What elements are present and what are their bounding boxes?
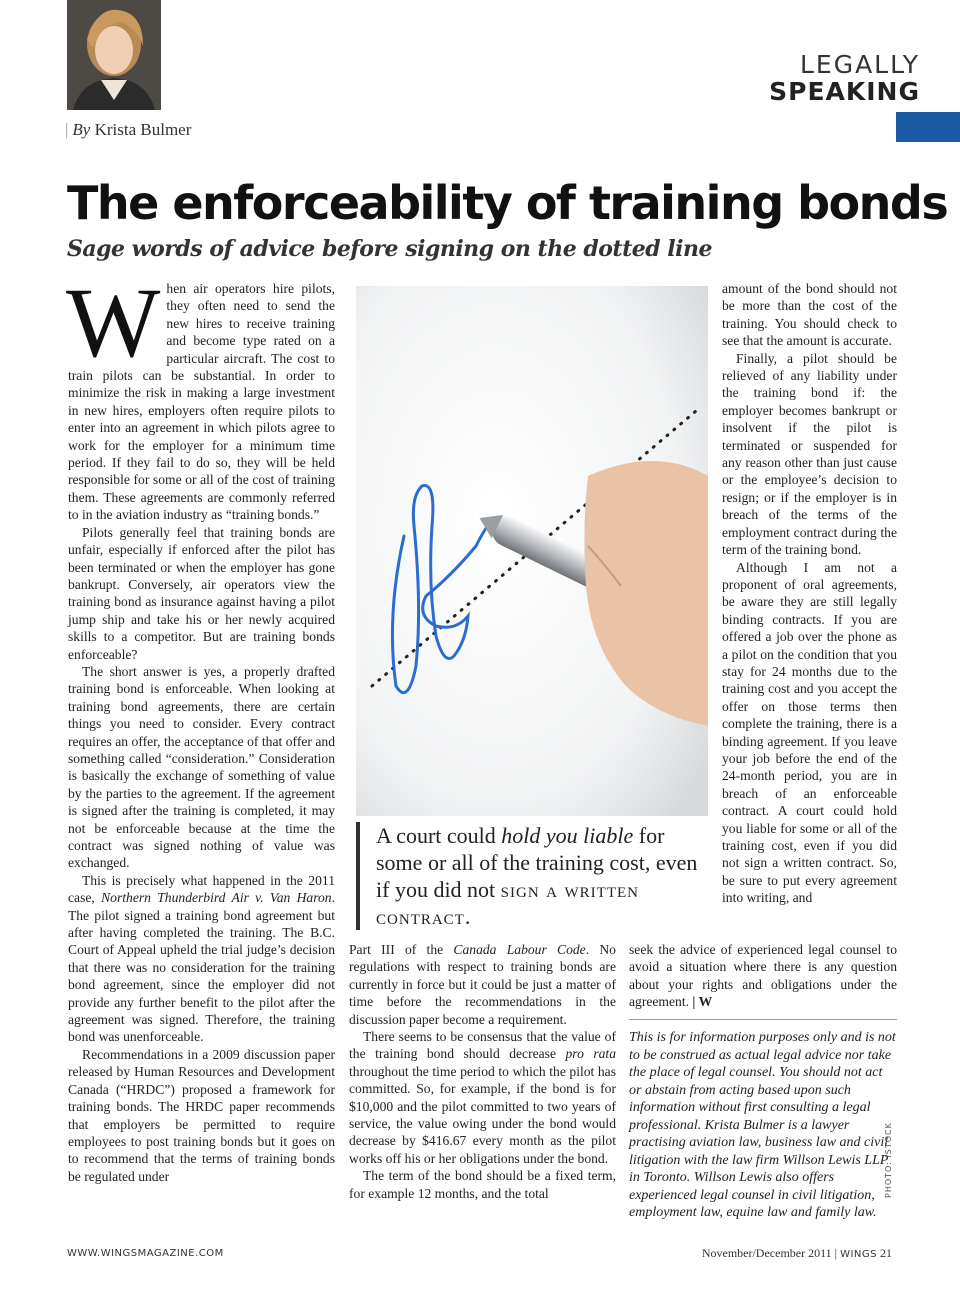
byline-prefix: By bbox=[72, 120, 91, 139]
article-column-2 bbox=[349, 941, 616, 1202]
author-portrait-icon bbox=[67, 0, 161, 110]
deck: Sage words of advice before signing on the dotted line bbox=[67, 236, 712, 262]
photo-credit: PHOTO: ISTOCK bbox=[884, 1122, 893, 1198]
section-tag bbox=[769, 52, 920, 105]
body-paragraph: Pilots generally feel that training bonds are unfair, especially if enforced after the pilot has been terminated or when the employer has gone bankrupt. Conversely, air operators view the training bond as insurance against having a pilot jump ship and take his or her newly acquired skills to a competitor. But are training bonds enforceable? bbox=[68, 524, 335, 662]
byline-author: Krista Bulmer bbox=[94, 120, 192, 139]
article-column-3 bbox=[722, 280, 897, 907]
footer-issue: November/December 2011 bbox=[701, 1246, 832, 1260]
footer-page: 21 bbox=[880, 1246, 892, 1260]
pen-signing-dotted-line-icon bbox=[356, 286, 708, 816]
body-paragraph: The term of the bond should be a fixed term, for example 12 months, and the total bbox=[349, 1168, 616, 1201]
footer-magazine: WINGS bbox=[840, 1249, 877, 1260]
body-paragraph: seek the advice of experienced legal counsel to avoid a situation where there is any question about your rights and obligations under the agreement. | W bbox=[629, 942, 897, 1010]
article-column-3-continued bbox=[629, 941, 897, 1011]
signing-photo bbox=[356, 286, 708, 816]
code-name: Canada Labour Code bbox=[453, 942, 586, 957]
footer-website: WWW.WINGSMAGAZINE.COM bbox=[67, 1248, 224, 1259]
section-tag-line2: SPEAKING bbox=[769, 77, 920, 106]
body-paragraph: There seems to be consensus that the value of the training bond should decrease pro rata throughout the time period to which the pilot has committed. So, for example, if the bond is for $10,000 and the pilot committed to two years of service, the value owing under the bond would decrease by $416.67 every month as the pilot works off his or her obligations under the bond. bbox=[349, 1029, 616, 1166]
body-paragraph: Although I am not a proponent of oral agreements, be aware they are still legally binding contracts. If you are offered a job over the phone as a pilot on the condition that you stay for 24 months due to the training cost and you accept the offer on those terms then complete the training, there is a binding agreement. If you leave your job before the end of the 24-month period, you are in breach of an enforceable contract. A court could hold you liable for some or all of the training cost, even if you did not sign a written contract. So, be sure to put every agreement into writing, and bbox=[722, 559, 897, 906]
section-accent-bar bbox=[896, 112, 960, 142]
footer-folio: November/December 2011 | WINGS 21 bbox=[701, 1246, 892, 1260]
body-paragraph: amount of the bond should not be more than the cost of the training. You should check to see that the amount is accurate. bbox=[722, 281, 897, 349]
disclaimer: This is for information purposes only and is not to be construed as actual legal advice nor take the place of legal counsel. You should not act or abstain from acting based upon such information without first consulting a legal professional. Krista Bulmer is a lawyer practising aviation law, business law and civil litigation with the law firm Willson Lewis LLP in Toronto. Willson Lewis also offers experienced legal counsel in civil litigation, employment law, equine law and family law. bbox=[629, 1030, 896, 1220]
headline: The enforceability of training bonds bbox=[67, 176, 948, 230]
body-paragraph: Part III of the Canada Labour Code. No regulations with respect to training bonds are currently in force but it could be just a matter of time before the recommendations in the discussion paper become a requirement. bbox=[349, 942, 616, 1027]
disclaimer-divider bbox=[629, 1019, 897, 1020]
byline: | By Krista Bulmer bbox=[65, 120, 192, 139]
end-mark: | W bbox=[692, 994, 713, 1010]
body-paragraph: Recommendations in a 2009 discussion paper released by Human Resources and Development Canada (“HRDC”) proposed a framework for training bonds. The HRDC paper recommends that employers be permitted to require employees to post training bonds but it goes on to recommend that the terms of training bonds be regulated under bbox=[68, 1046, 335, 1184]
body-paragraph: Finally, a pilot should be relieved of any liability under the training bond if: the employer becomes bankrupt or insolvent if the pilot is terminated or suspended for any reason other than just cause or the employee’s decision to resign; or if the employer is in breach of the terms of the employment contract during the term of the training bond. bbox=[722, 350, 897, 558]
body-paragraph: The short answer is yes, a properly drafted training bond is enforceable. When looking at training bond agreements, there are certain things you need to consider. Every contract requires an offer, the acceptance of that offer and something called “consideration.” Consideration is basically the exchange of something of value by the parties to the agreement. If the agreement is signed after the training is completed, it may not be enforceable because at the time the contract was signed nothing of value was exchanged. bbox=[68, 663, 335, 871]
body-paragraph: This is precisely what happened in the 2011 case, Northern Thunderbird Air v. Van Haron. The pilot signed a training bond agreement but after having completed the training. The B.C. Court of Appeal upheld the trial judge’s decision that there was no consideration for the training bond agreement, since the employer did not provide any further benefit to the pilot after the agreement was signed. Therefore, the training bond was unenforceable. bbox=[68, 872, 335, 1045]
case-name: Northern Thunderbird Air v. Van Haron bbox=[101, 890, 332, 906]
section-tag-line1: LEGALLY bbox=[799, 50, 920, 79]
body-paragraph: When air operators hire pilots, they often need to send the new hires to receive training and become type rated on a particular aircraft. The cost to train pilots can be substantial. In order to minimize the risk in making a large investment in new hires, employers often require pilots to enter into an agreement in which pilots agree to work for the employer for a minimum time period. If they fail to do so, they will be held responsible for some or all of the cost of training them. These agreements are commonly referred to in the aviation industry as “training bonds.” bbox=[66, 267, 335, 523]
author-photo bbox=[67, 0, 161, 110]
article-column-1 bbox=[66, 267, 335, 1185]
dropcap: W bbox=[66, 267, 161, 378]
pull-quote: A court could hold you liable for some or all of the training cost, even if you did not sign a written contract. bbox=[356, 822, 701, 930]
